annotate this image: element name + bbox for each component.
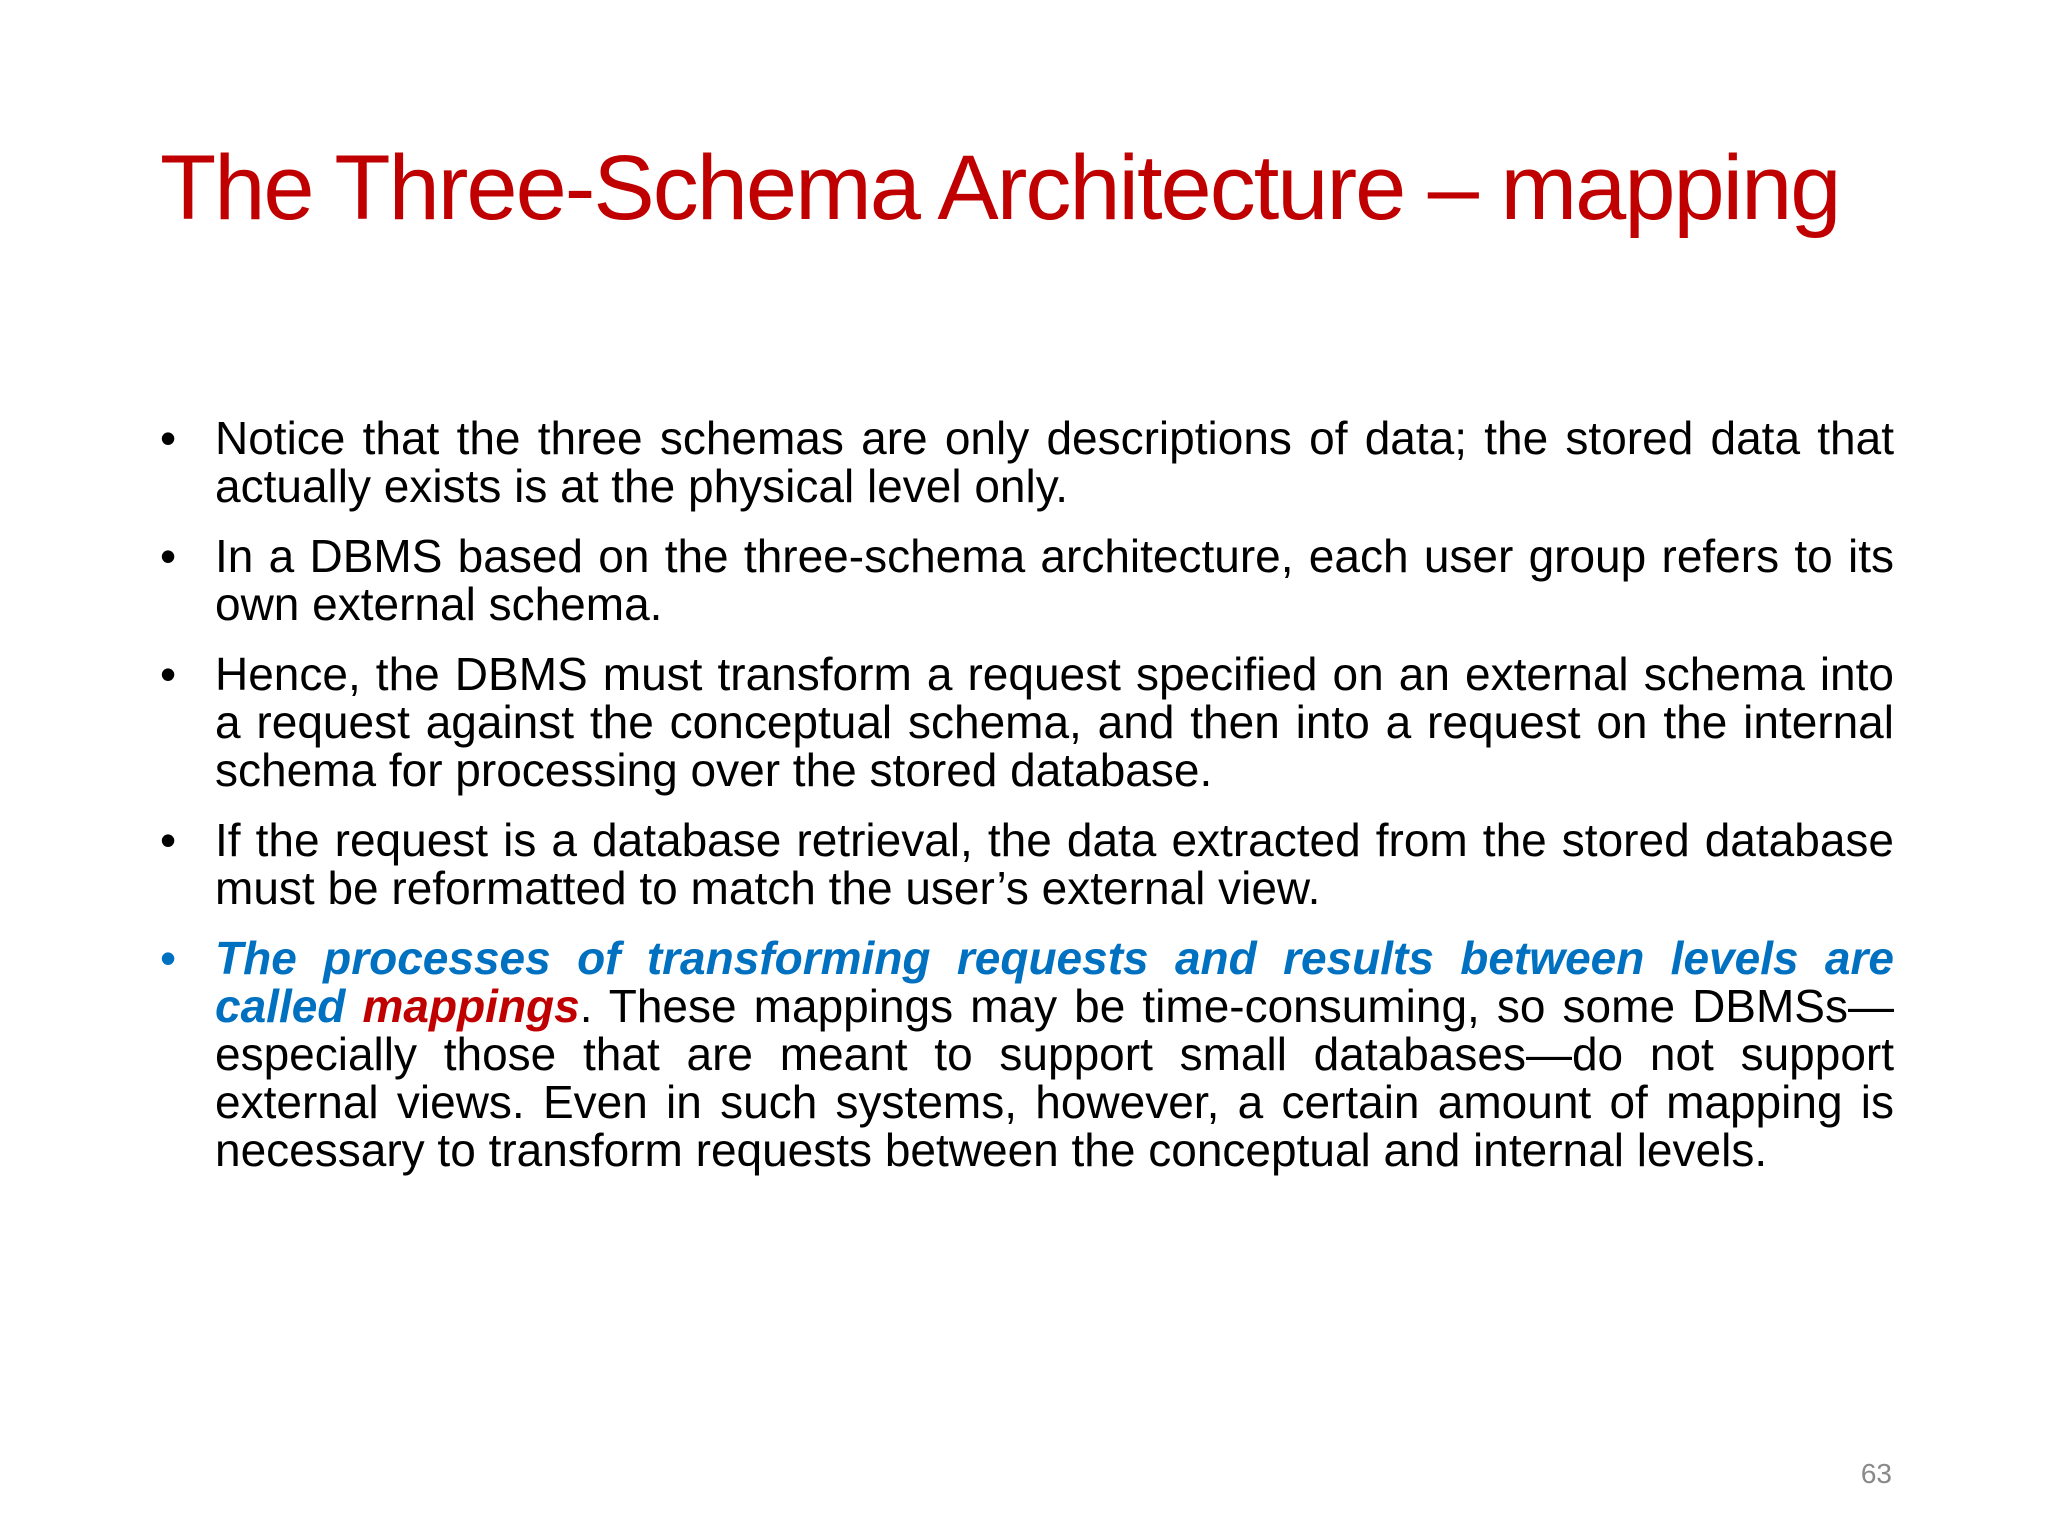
mappings-term: mappings bbox=[362, 980, 580, 1032]
bullet-icon: • bbox=[160, 814, 177, 866]
bullet-icon: • bbox=[160, 932, 177, 984]
slide-title: The Three-Schema Architecture – mapping bbox=[160, 137, 1840, 239]
bullet-icon: • bbox=[160, 530, 177, 582]
bullet-text: Notice that the three schemas are only descriptions of data; the stored data that actually exists is at the physical level only. bbox=[215, 412, 1894, 512]
bullet-icon: • bbox=[160, 412, 177, 464]
bullet-item-mappings bbox=[160, 934, 1894, 1174]
bullet-list bbox=[160, 414, 1894, 1196]
bullet-icon: • bbox=[160, 648, 177, 700]
bullet-item bbox=[160, 816, 1894, 912]
mapping-definition-text: The processes of transforming requests and results between levels are called bbox=[215, 932, 1894, 1032]
bullet-text: . These mappings may be time-consuming, so some DBMSs—especially those that are meant to support small databases—do not support external views. Even in such systems, however, a certain amount of mapping is necessary to transform requests between the conceptual and internal levels. bbox=[215, 980, 1894, 1176]
bullet-item bbox=[160, 532, 1894, 628]
page-number: 63 bbox=[1860, 1458, 1892, 1489]
bullet-text: If the request is a database retrieval, the data extracted from the stored database must be reformatted to match the user’s external view. bbox=[215, 814, 1894, 914]
bullet-item bbox=[160, 414, 1894, 510]
bullet-text: Hence, the DBMS must transform a request specified on an external schema into a request against the conceptual schema, and then into a request on the internal schema for processing over the stored database. bbox=[215, 648, 1894, 796]
bullet-item bbox=[160, 650, 1894, 794]
bullet-text: In a DBMS based on the three-schema architecture, each user group refers to its own external schema. bbox=[215, 530, 1894, 630]
